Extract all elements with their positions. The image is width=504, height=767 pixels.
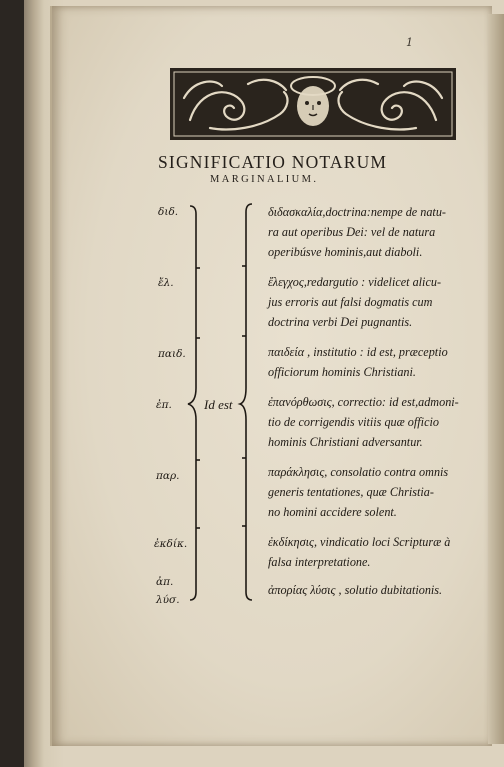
abbr-elenchos: ἔλ. <box>158 277 174 289</box>
entry-elenchos <box>268 272 464 332</box>
entry-line: ra aut operibus Dei: vel de natura <box>268 225 436 239</box>
entry-line: παράκλησις, consolatio contra omnis <box>268 465 449 479</box>
entry-line: διδασκαλία,doctrina:nempe de natu- <box>268 205 446 219</box>
entry-epanorthosis <box>268 392 464 452</box>
entry-line: jus erroris aut falsi dogmatis cum <box>268 295 433 309</box>
entry-line: ἐκδίκησις, vindicatio loci Scripturæ à <box>268 535 451 549</box>
entry-line: ἀπορίας λύσις , solutio dubitationis. <box>268 583 443 597</box>
entry-line: hominis Christiani adversantur. <box>268 435 423 449</box>
entry-line: falsa interpretatione. <box>268 555 371 569</box>
entry-line: no homini accidere solent. <box>268 505 397 519</box>
facing-page-edge <box>488 14 504 744</box>
entry-line: generis tentationes, quæ Christia- <box>268 485 434 499</box>
entry-line: tio de corrigendis vitiis quæ officio <box>268 415 439 429</box>
entry-line: παιδεία , institutio : id est, præceptio <box>268 345 448 359</box>
entry-aporias-lysis <box>268 580 464 600</box>
abbr-aporias-lysis: ἀπ. λύσ. <box>156 576 180 606</box>
page-subtitle: MARGINALIUM. <box>210 174 319 185</box>
entry-ekdikesis <box>268 532 464 572</box>
page-title: SIGNIFICATIO NOTARUM <box>158 152 388 172</box>
id-est-connector: Id est <box>204 397 233 412</box>
abbr-paraklesis: παρ. <box>156 470 180 482</box>
entry-line: ἔλεγχος,redargutio : videlicet alicu- <box>268 275 442 289</box>
abbr-didaskalia: διδ. <box>158 206 179 218</box>
entry-paideia <box>268 342 464 382</box>
abbr-epanorthosis: ἐπ. <box>156 399 172 411</box>
abbr-ekdikesis: ἐκδίκ. <box>154 538 188 550</box>
entry-line: operibúsve hominis,aut diaboli. <box>268 245 423 259</box>
entry-didaskalia <box>268 202 464 262</box>
ornament-headpiece-icon <box>170 68 456 140</box>
entry-paraklesis <box>268 462 464 522</box>
page-number: 1 <box>406 36 413 49</box>
entry-line: ἐπανόρθωσις, correctio: id est,admoni- <box>268 395 459 409</box>
entry-line: officiorum hominis Christiani. <box>268 365 416 379</box>
abbr-paideia: παιδ. <box>158 348 186 360</box>
entry-line: doctrina verbi Dei pugnantis. <box>268 315 413 329</box>
